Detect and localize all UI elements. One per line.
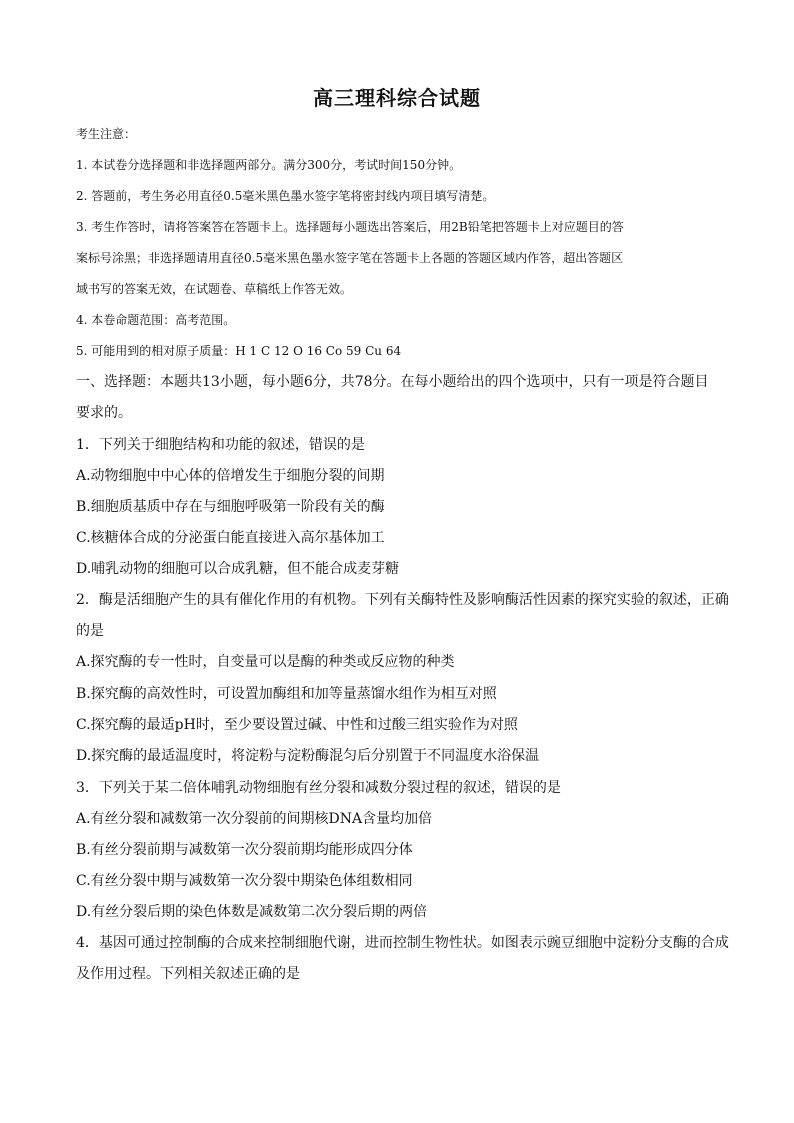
page-title: 高三理科综合试题 <box>313 86 481 110</box>
notice-item-5: 5. 可能用到的相对原子质量：H 1 C 12 O 16 Co 59 Cu 64 <box>76 344 402 358</box>
q3-option-b: B.有丝分裂前期与减数第一次分裂前期均能形成四分体 <box>76 842 413 858</box>
q3-option-d: D.有丝分裂后期的染色体数是减数第二次分裂后期的两倍 <box>76 904 428 920</box>
q2-stem-line-2: 的是 <box>76 623 104 639</box>
q3-option-a: A.有丝分裂和减数第一次分裂前的间期核DNA含量均加倍 <box>76 811 433 827</box>
q4-stem-line-2: 及作用过程。下列相关叙述正确的是 <box>76 966 300 982</box>
q2-option-c: C.探究酶的最适pH时，至少要设置过碱、中性和过酸三组实验作为对照 <box>76 717 518 733</box>
section-heading-line-2: 要求的。 <box>76 405 132 421</box>
q3-option-c: C.有丝分裂中期与减数第一次分裂中期染色体组数相同 <box>76 873 413 889</box>
section-heading-line-1: 一、选择题：本题共13小题，每小题6分，共78分。在每小题给出的四个选项中，只有一项是符合题目 <box>76 374 709 390</box>
notice-item-2: 2. 答题前，考生务必用直径0.5毫米黑色墨水签字笔将密封线内项目填写清楚。 <box>76 189 495 203</box>
q4-stem-line-1: 4．基因可通过控制酶的合成来控制细胞代谢，进而控制生物性状。如图表示豌豆细胞中淀粉分支酶的合成 <box>76 935 729 951</box>
q2-stem-line-1: 2．酶是活细胞产生的具有催化作用的有机物。下列有关酶特性及影响酶活性因素的探究实验的叙述，正确 <box>76 592 729 608</box>
notice-heading: 考生注意： <box>76 127 137 141</box>
q1-option-d: D.哺乳动物的细胞可以合成乳糖，但不能合成麦芽糖 <box>76 561 400 577</box>
notice-item-3-line-3: 域书写的答案无效，在试题卷、草稿纸上作答无效。 <box>76 282 353 296</box>
q3-stem: 3．下列关于某二倍体哺乳动物细胞有丝分裂和减数分裂过程的叙述，错误的是 <box>76 780 561 796</box>
q1-stem: 1．下列关于细胞结构和功能的叙述，错误的是 <box>76 437 365 453</box>
q2-option-d: D.探究酶的最适温度时，将淀粉与淀粉酶混匀后分别置于不同温度水浴保温 <box>76 748 540 764</box>
q1-option-b: B.细胞质基质中存在与细胞呼吸第一阶段有关的酶 <box>76 499 385 515</box>
q1-option-c: C.核糖体合成的分泌蛋白能直接进入高尔基体加工 <box>76 530 385 546</box>
q2-option-a: A.探究酶的专一性时，自变量可以是酶的种类或反应物的种类 <box>76 654 455 670</box>
notice-item-3-line-2: 案标号涂黑；非选择题请用直径0.5毫米黑色墨水签字笔在答题卡上各题的答题区域内作答，超出答题区 <box>76 251 624 265</box>
notice-item-4: 4. 本卷命题范围：高考范围。 <box>76 313 236 327</box>
q1-option-a: A.动物细胞中中心体的倍增发生于细胞分裂的间期 <box>76 468 385 484</box>
notice-item-1: 1. 本试卷分选择题和非选择题两部分。满分300分，考试时间150分钟。 <box>76 158 462 172</box>
notice-item-3-line-1: 3. 考生作答时，请将答案答在答题卡上。选择题每小题选出答案后，用2B铅笔把答题卡上对应题目的答 <box>76 220 624 234</box>
q2-option-b: B.探究酶的高效性时，可设置加酶组和加等量蒸馏水组作为相互对照 <box>76 686 497 702</box>
